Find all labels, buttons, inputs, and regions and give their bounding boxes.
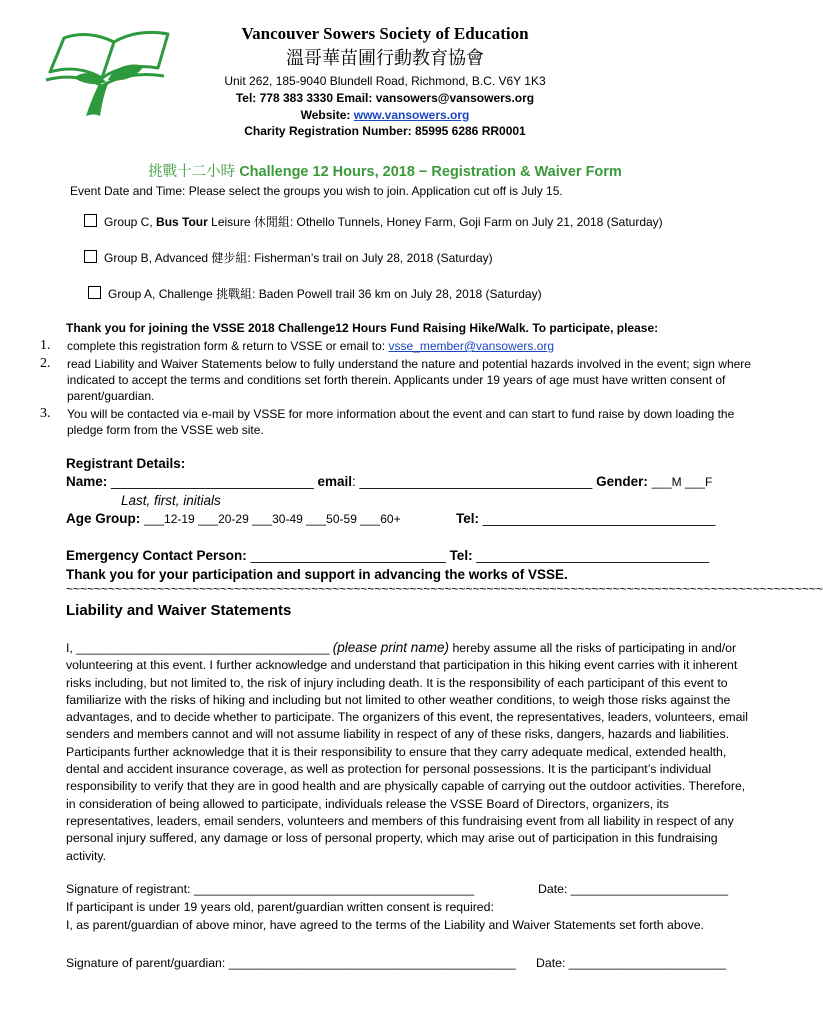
waiver-text	[66, 639, 750, 865]
waiver-heading: Liability and Waiver Statements	[66, 602, 292, 619]
minor-note: If participant is under 19 years old, parent/guardian written consent is required:	[66, 900, 494, 914]
group-b-checkbox[interactable]	[84, 250, 97, 263]
group-a-text: Group A, Challenge 挑戰組: Baden Powell trail 36 km on July 28, 2018 (Saturday)	[108, 287, 542, 301]
emergency-contact-field[interactable]: __________________________	[250, 548, 446, 563]
step-2-text: read Liability and Waiver Statements below to fully understand the nature and potential hazards involved in the event; sign where indicated to accept the terms and conditions set forth therein. Applicants under 19 years of age must have written consent of parent/guardian.	[67, 356, 751, 403]
org-name-chinese: 溫哥華苗圃行動教育協會	[286, 48, 484, 68]
website-label: Website:	[300, 108, 351, 122]
step-number: 2.	[40, 355, 51, 371]
name-label: Name:	[66, 474, 108, 489]
emergency-tel-field[interactable]: _______________________________	[476, 548, 710, 563]
form-title	[0, 160, 770, 181]
participation-thanks: Thank you for your participation and support in advancing the works of VSSE.	[66, 567, 568, 582]
emergency-contact-label: Emergency Contact Person:	[66, 548, 247, 563]
website-link[interactable]: www.vansowers.org	[353, 108, 470, 122]
contact-line: Tel: 778 383 3330 Email: vansowers@vansowers.org	[235, 91, 535, 105]
step-3-text: You will be contacted via e-mail by VSSE for more information about the event and can start to fund raise by down loading the pledge form from the VSSE web site.	[67, 406, 735, 437]
registrant-date[interactable]: Date: _______________________	[538, 882, 729, 896]
group-c-details: Leisure 休閒組: Othello Tunnels, Honey Farm, Goji Farm on July 21, 2018 (Saturday)	[207, 215, 663, 229]
group-c-text: Group C,	[104, 215, 157, 229]
guardian-statement: I, as parent/guardian of above minor, have agreed to the terms of the Liability and Waiver Statements set forth above.	[66, 918, 704, 932]
step-item	[40, 406, 752, 438]
email-field[interactable]: : _______________________________	[352, 474, 593, 489]
group-a-option[interactable]	[88, 285, 542, 302]
emergency-row	[66, 548, 709, 563]
parent-date[interactable]: Date: _______________________	[536, 956, 727, 970]
org-name: Vancouver Sowers Society of Education	[241, 24, 529, 43]
step-1-text: complete this registration form & return to VSSE or email to:	[67, 339, 389, 353]
step-number: 3.	[40, 405, 51, 421]
group-a-checkbox[interactable]	[88, 286, 101, 299]
website-line	[0, 108, 770, 122]
name-field[interactable]: ___________________________	[111, 474, 314, 489]
email-label: email	[317, 474, 353, 489]
step-item	[40, 338, 752, 356]
age-group-options[interactable]: ___12-19 ___20-29 ___30-49 ___50-59 ___60+	[144, 512, 401, 526]
address: Unit 262, 185-9040 Blundell Road, Richmond, B.C. V6Y 1K3	[224, 74, 546, 88]
step-text	[67, 338, 752, 356]
group-c-checkbox[interactable]	[84, 214, 97, 227]
emergency-tel-label: Tel:	[449, 548, 473, 563]
registrant-signature[interactable]: Signature of registrant: _________________________________________	[66, 882, 475, 896]
group-b-option[interactable]	[84, 249, 493, 266]
registrant-heading: Registrant Details:	[66, 456, 186, 471]
step-item	[40, 356, 752, 404]
name-email-row	[66, 474, 712, 489]
form-title-english: Challenge 12 Hours, 2018 − Registration & Waiver Form	[239, 164, 622, 180]
waiver-body: hereby assume all the risks of participating in and/or volunteering at this event. I further acknowledge and understand that participation in this hiking event carries with it inherent risks including, but not limited to, the risk of injury including death. It is the responsibility of each participant of this event to familiarize with the risks of hiking and including but not limited to other weather conditions, to weigh those risks against the advantages, and to decide whether to participate. The organizers of this event, the representatives, leaders, volunteers, email senders and members cannot and will not assume liability in respect of any of these risks, dangers, hazards and liabilities. Participants further acknowledge that it is their responsibility to ensure that they carry adequate medical, extended health, dental and accident insurance coverage, as well as protection for personal possessions. It is the participant’s individual responsibility to verify that they are in good health and are physically capable of carrying out the outdoor activities. Therefore, in consideration of being allowed to participate, individuals release the VSSE Board of Directors, organizers, its representatives, leaders, email senders, volunteers and members of this fundraising event from all liability in respect of any personal injury suffered, any damage or loss of personal property, which may arise out of participation in this fundraising activity.	[66, 641, 748, 863]
age-group-label: Age Group:	[66, 511, 141, 526]
thanks-intro: Thank you for joining the VSSE 2018 Challenge12 Hours Fund Raising Hike/Walk. To participate, please:	[66, 321, 659, 335]
group-b-text: Group B, Advanced 健步組: Fisherman’s trail on July 28, 2018 (Saturday)	[104, 251, 493, 265]
tel-field[interactable]: _______________________________	[482, 511, 716, 526]
gender-label: Gender:	[596, 474, 648, 489]
tilde-divider: ~~~~~~~~~~~~~~~~~~~~~~~~~~~~~~~~~~~~~~~~~~~~~~~~~~~~~~~~~~~~~~~~~~~~~~~~~~~~~~~~~~~~~~~~~~~~~~~~~~~~~~~~~~~~	[66, 582, 823, 596]
name-hint: Last, first, initials	[121, 493, 221, 508]
age-tel-row	[66, 511, 401, 526]
charity-number: Charity Registration Number: 85995 6286 RR0001	[244, 124, 526, 138]
print-name-hint: (please print name)	[332, 640, 450, 655]
group-c-option[interactable]	[84, 213, 663, 230]
steps-list	[40, 338, 752, 438]
event-intro: Event Date and Time: Please select the groups you wish to join. Application cut off is July 15.	[70, 184, 563, 198]
member-email-link[interactable]: vsse_member@vansowers.org	[388, 339, 555, 353]
form-title-chinese: 挑戰十二小時	[148, 164, 236, 180]
tel-row	[456, 511, 716, 526]
parent-signature[interactable]: Signature of parent/guardian: __________________________________________	[66, 956, 516, 970]
print-name-field[interactable]: I, _____________________________________	[66, 641, 333, 655]
group-c-bus-tour: Bus Tour	[156, 215, 208, 229]
tel-label: Tel:	[456, 511, 479, 526]
step-number: 1.	[40, 338, 51, 353]
gender-options[interactable]: ___M ___F	[651, 475, 713, 489]
